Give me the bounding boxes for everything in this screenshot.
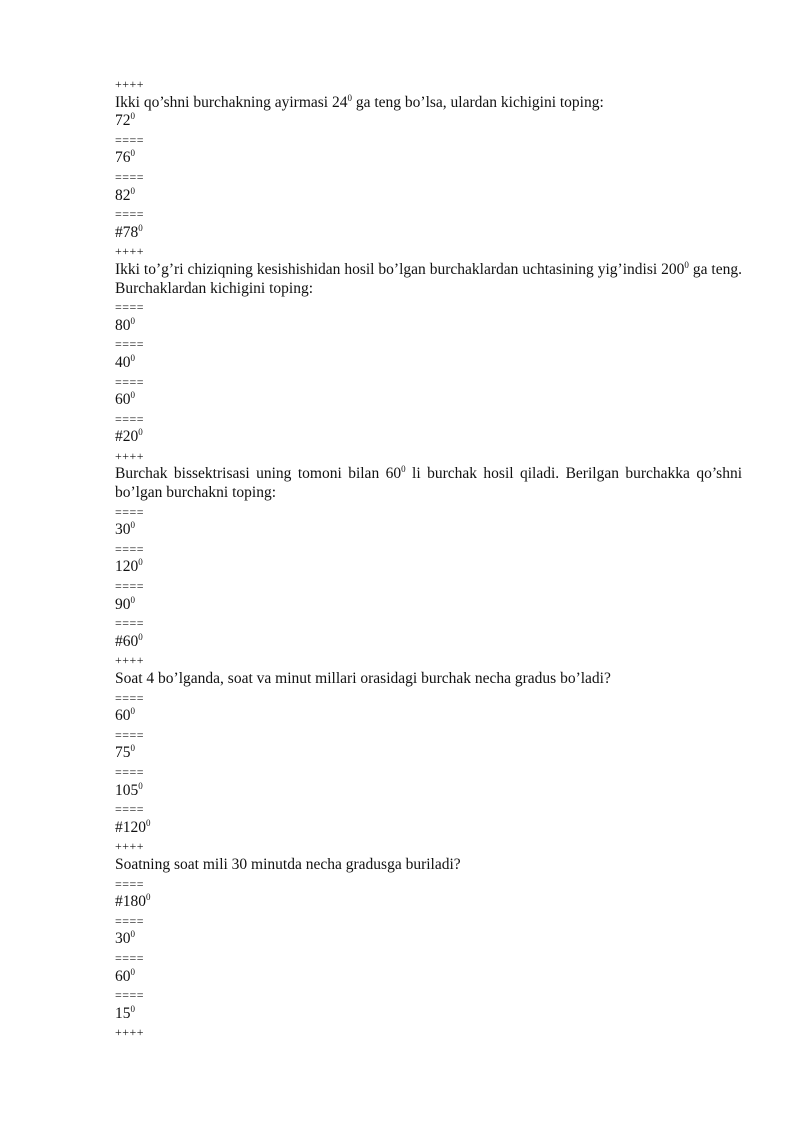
option-value: #60 bbox=[115, 632, 139, 650]
degree-mark: 0 bbox=[130, 966, 135, 977]
option-value: #120 bbox=[115, 818, 146, 836]
degree-mark: 0 bbox=[401, 464, 406, 475]
question-text bbox=[115, 261, 742, 298]
answer-option bbox=[115, 707, 742, 726]
answer-option bbox=[115, 149, 742, 168]
question-text-end: li burchak hosil qiladi. Berilgan burchakka qo’shni bo’lgan burchakni toping: bbox=[115, 465, 742, 502]
option-marker: ==== bbox=[115, 169, 145, 184]
option-value: 60 bbox=[115, 707, 131, 725]
option-marker: ==== bbox=[115, 913, 145, 928]
answer-option bbox=[115, 112, 742, 131]
answer-option bbox=[115, 1005, 742, 1024]
option-marker: ==== bbox=[115, 207, 145, 222]
degree-mark: 0 bbox=[347, 92, 352, 103]
degree-mark: 0 bbox=[146, 817, 151, 828]
question-text-start: Soat 4 bo’lganda, soat va minut millari orasidagi burchak necha gradus bo’ladi? bbox=[115, 670, 611, 687]
question-text-start: Ikki qo’shni burchakning ayirmasi 24 bbox=[115, 93, 348, 111]
option-marker: ==== bbox=[115, 727, 145, 742]
option-value: 40 bbox=[115, 353, 131, 371]
option-marker: ==== bbox=[115, 764, 145, 779]
answer-option-correct bbox=[115, 224, 742, 243]
option-marker: ==== bbox=[115, 876, 145, 891]
question-marker: ++++ bbox=[115, 1025, 145, 1040]
option-value: 60 bbox=[115, 967, 131, 985]
answer-option-correct bbox=[115, 893, 742, 912]
degree-mark: 0 bbox=[146, 892, 151, 903]
option-marker: ==== bbox=[115, 988, 145, 1003]
degree-mark: 0 bbox=[130, 929, 135, 940]
option-value: #20 bbox=[115, 428, 139, 446]
question-text-start: Burchak bissektrisasi uning tomoni bilan 60 bbox=[115, 465, 402, 483]
option-marker: ==== bbox=[115, 504, 145, 519]
option-marker: ==== bbox=[115, 337, 145, 352]
answer-option bbox=[115, 968, 742, 987]
question-text bbox=[115, 465, 742, 502]
answer-option bbox=[115, 354, 742, 373]
option-value: 60 bbox=[115, 391, 131, 409]
question-text-start: Soatning soat mili 30 minutda necha gradusga buriladi? bbox=[115, 855, 461, 873]
question-text bbox=[115, 670, 742, 689]
question-text bbox=[115, 94, 742, 113]
option-value: 76 bbox=[115, 149, 131, 167]
degree-mark: 0 bbox=[138, 780, 143, 791]
option-value: 75 bbox=[115, 744, 131, 762]
question-marker: ++++ bbox=[115, 77, 145, 91]
degree-mark: 0 bbox=[138, 222, 143, 233]
option-marker: ==== bbox=[115, 411, 145, 426]
option-value: 80 bbox=[115, 316, 131, 334]
option-value: #78 bbox=[115, 223, 139, 241]
question-marker: ++++ bbox=[115, 839, 145, 854]
degree-mark: 0 bbox=[130, 743, 135, 754]
degree-mark: 0 bbox=[130, 148, 135, 159]
degree-mark: 0 bbox=[130, 352, 135, 363]
question-marker: ++++ bbox=[115, 244, 145, 259]
answer-option-correct bbox=[115, 819, 742, 838]
answer-option bbox=[115, 744, 742, 763]
option-marker: ==== bbox=[115, 541, 145, 556]
document-page bbox=[115, 75, 742, 1042]
answer-option bbox=[115, 391, 742, 410]
answer-option bbox=[115, 782, 742, 801]
option-marker: ==== bbox=[115, 616, 145, 631]
option-marker: ==== bbox=[115, 802, 145, 817]
degree-mark: 0 bbox=[138, 557, 143, 568]
option-value: 72 bbox=[115, 112, 131, 130]
option-marker: ==== bbox=[115, 579, 145, 594]
degree-mark: 0 bbox=[130, 1003, 135, 1014]
answer-option bbox=[115, 521, 742, 540]
option-marker: ==== bbox=[115, 950, 145, 965]
answer-option-correct bbox=[115, 428, 742, 447]
option-marker: ==== bbox=[115, 132, 145, 147]
answer-option bbox=[115, 596, 742, 615]
question-text-end: ga teng. Burchaklardan kichigini toping: bbox=[115, 260, 742, 297]
option-value: 30 bbox=[115, 521, 131, 539]
degree-mark: 0 bbox=[684, 259, 689, 270]
answer-option bbox=[115, 930, 742, 949]
option-marker: ==== bbox=[115, 374, 145, 389]
degree-mark: 0 bbox=[130, 594, 135, 605]
option-value: 15 bbox=[115, 1004, 131, 1022]
option-marker: ==== bbox=[115, 300, 145, 315]
option-value: 120 bbox=[115, 558, 139, 576]
degree-mark: 0 bbox=[130, 111, 135, 122]
option-value: 105 bbox=[115, 781, 139, 799]
question-text bbox=[115, 856, 742, 875]
degree-mark: 0 bbox=[130, 185, 135, 196]
option-value: 30 bbox=[115, 930, 131, 948]
answer-option-correct bbox=[115, 633, 742, 652]
answer-option bbox=[115, 187, 742, 206]
degree-mark: 0 bbox=[130, 390, 135, 401]
degree-mark: 0 bbox=[138, 631, 143, 642]
option-value: #180 bbox=[115, 893, 146, 911]
answer-option bbox=[115, 317, 742, 336]
degree-mark: 0 bbox=[138, 427, 143, 438]
question-marker: ++++ bbox=[115, 448, 145, 463]
question-text-start: Ikki to’g’ri chiziqning kesishishidan hosil bo’lgan burchaklardan uchtasining yig’indisi 200 bbox=[115, 260, 685, 278]
option-value: 82 bbox=[115, 186, 131, 204]
degree-mark: 0 bbox=[130, 315, 135, 326]
question-marker: ++++ bbox=[115, 653, 145, 668]
option-value: 90 bbox=[115, 595, 131, 613]
option-marker: ==== bbox=[115, 690, 145, 705]
degree-mark: 0 bbox=[130, 520, 135, 531]
question-text-end: ga teng bo’lsa, ulardan kichigini toping: bbox=[351, 93, 604, 111]
answer-option bbox=[115, 558, 742, 577]
degree-mark: 0 bbox=[130, 706, 135, 717]
